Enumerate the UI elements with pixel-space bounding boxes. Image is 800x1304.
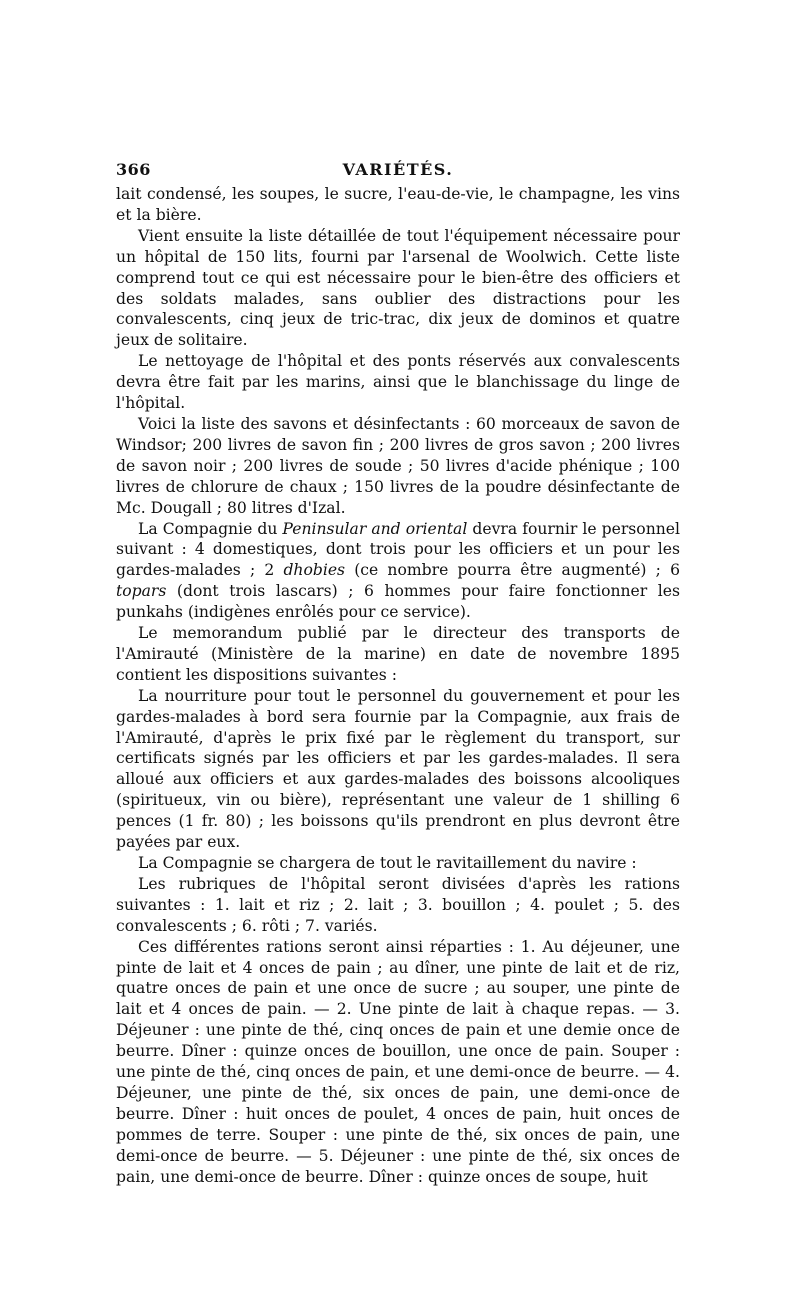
page-number: 366	[116, 160, 151, 179]
body-text	[116, 184, 680, 1188]
term-dhobies: dhobies	[283, 561, 346, 580]
paragraph-food: La nourriture pour tout le personnel du gouvernement et pour les gardes-malades à bord sera fournie par la Compagnie, aux frais de l'Amirauté, d'après le prix fixé par le règlement du transport, sur certificats signés par les officiers et par les gardes-malades. Il sera alloué aux officiers et aux gardes-malades des boissons alcooliques (spiritueux, vin ou bière), représentant une valeur de 1 shilling 6 pences (1 fr. 80) ; les boissons qu'ils prendront en plus devront être payées par eux.	[116, 686, 680, 852]
personnel-text-d: (dont trois lascars) ; 6 hommes pour faire fonctionner les punkahs (indigènes enrôlés pour ce service).	[116, 582, 680, 622]
paragraph-continuation: lait condensé, les soupes, le sucre, l'eau-de-vie, le champagne, les vins et la bière.	[116, 185, 680, 224]
paragraph-memorandum: Le memorandum publié par le directeur des transports de l'Amirauté (Ministère de la marine) en date de novembre 1895 contient les dispositions suivantes :	[116, 624, 680, 684]
personnel-text-a: La Compagnie du	[138, 519, 283, 538]
paragraph-equipment: Vient ensuite la liste détaillée de tout l'équipement nécessaire pour un hôpital de 150 lits, fourni par l'arsenal de Woolwich. Cette liste comprend tout ce qui est nécessaire pour le bien-être des officiers et des soldats malades, sans oublier des distractions pour les convalescents, cinq jeux de tric-trac, dix jeux de dominos et quatre jeux de solitaire.	[116, 226, 680, 350]
paragraph-supplies: La Compagnie se chargera de tout le ravitaillement du navire :	[138, 854, 637, 872]
paragraph-rations-list: Les rubriques de l'hôpital seront divisées d'après les rations suivantes : 1. lait et riz ; 2. lait ; 3. bouillon ; 4. poulet ; 5. des convalescents ; 6. rôti ; 7. variés.	[116, 874, 680, 935]
page-header	[116, 150, 680, 184]
company-name: Peninsular and oriental	[282, 519, 468, 538]
term-topars: topars	[116, 582, 167, 601]
paragraph-rations-detail: Ces différentes rations seront ainsi réparties : 1. Au déjeuner, une pinte de lait et 4 onces de pain ; au dîner, une pinte de lait et de riz, quatre onces de pain et une once de sucre ; au souper, une pinte de lait et 4 onces de pain. — 2. Une pinte de lait à chaque repas. — 3. Déjeuner : une pinte de thé, cinq onces de pain et une demie once de beurre. Dîner : quinze onces de bouillon, une once de pain. Souper : une pinte de thé, cinq onces de pain, et une demi-once de beurre. — 4. Déjeuner, une pinte de thé, six onces de pain, une demi-once de beurre. Dîner : huit onces de poulet, 4 onces de pain, huit onces de pommes de terre. Souper : une pinte de thé, six onces de pain, une demi-once de beurre. — 5. Déjeuner : une pinte de thé, six onces de pain, une demi-once de beurre. Dîner : quinze onces de soupe, huit	[116, 937, 680, 1186]
personnel-text-c: (ce nombre pourra être augmenté) ; 6	[345, 561, 680, 580]
paragraph-cleaning: Le nettoyage de l'hôpital et des ponts réservés aux convalescents devra être fait par les marins, ainsi que le blanchissage du linge de l'hôpital.	[116, 352, 680, 413]
personnel-text-b: devra fournir le personnel suivant : 4 domestiques, dont trois pour les officiers et un pour les gardes-malades ; 2	[116, 519, 680, 580]
book-page	[116, 150, 680, 1188]
paragraph-personnel	[116, 519, 680, 624]
paragraph-soaps: Voici la liste des savons et désinfectants : 60 morceaux de savon de Windsor; 200 livres de savon fin ; 200 livres de gros savon ; 200 livres de savon noir ; 200 livres de soude ; 50 livres d'acide phénique ; 100 livres de chlorure de chaux ; 150 livres de la poudre désinfectante de Mc. Dougall ; 80 litres d'Izal.	[116, 414, 680, 517]
running-title: VARIÉTÉS.	[342, 160, 454, 179]
